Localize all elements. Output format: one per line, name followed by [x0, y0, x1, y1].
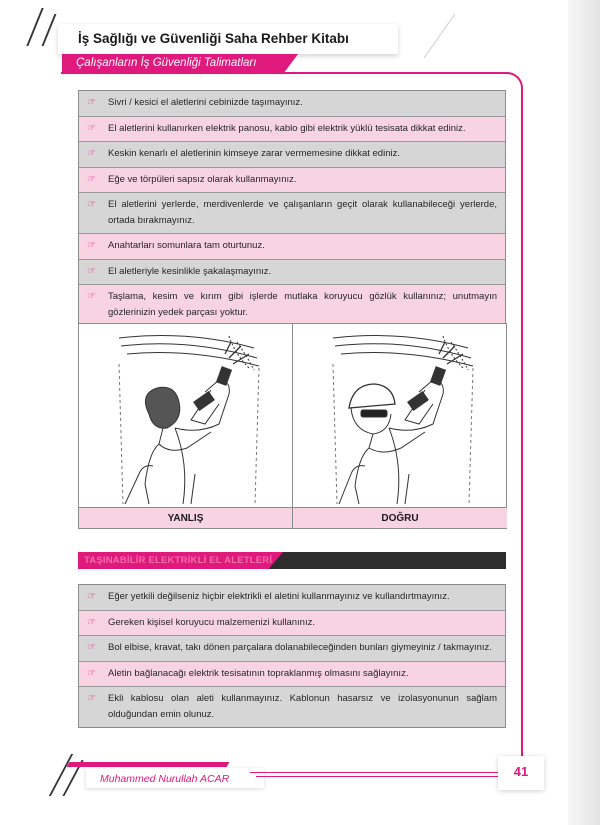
instruction-table-electric-tools — [78, 584, 506, 728]
instruction-text: Gereken kişisel koruyucu malzemenizi kullanınız. — [108, 616, 315, 628]
pointing-hand-icon: ☞ — [87, 122, 96, 134]
instruction-table-hand-tools — [78, 90, 506, 326]
footer-rule — [250, 772, 498, 773]
pointing-hand-icon: ☞ — [87, 693, 96, 704]
instruction-text: Bol elbise, kravat, takı dönen parçalara dolanabileceğinden bunları giymeyiniz / takmayınız. — [108, 642, 492, 653]
instruction-row — [79, 142, 505, 168]
instruction-row — [79, 585, 505, 611]
instruction-text: Anahtarları somunlara tam oturtunuz. — [108, 240, 265, 251]
figure-wrong — [79, 324, 293, 507]
instruction-text: Eğe ve törpüleri sapsız olarak kullanmayınız. — [108, 173, 297, 185]
instruction-row — [79, 662, 505, 688]
instruction-text: Ekli kablosu olan aleti kullanmayınız. Kablonun hasarsız ve izolasyonunun sağlam olduğundan emin olunuz. — [108, 693, 497, 720]
section-title: TAŞINABİLİR ELEKTRİKLİ EL ALETLERİ — [84, 555, 273, 566]
instruction-row — [79, 285, 505, 325]
pointing-hand-icon: ☞ — [87, 642, 96, 653]
instruction-text: Eğer yetkili değilseniz hiçbir elektrikli el aletini kullanmayınız ve kullandırtmayınız. — [108, 591, 450, 602]
instruction-row — [79, 234, 505, 260]
instruction-text: Sivri / kesici el aletlerini cebinizde taşımayınız. — [108, 97, 303, 108]
chapter-subtitle: Çalışanların İş Güvenliği Talimatları — [76, 57, 257, 69]
instruction-row — [79, 193, 505, 234]
footer-rule — [256, 776, 498, 777]
instruction-row — [79, 260, 505, 286]
book-title: İş Sağlığı ve Güvenliği Saha Rehber Kitabı — [78, 31, 349, 46]
figure-table — [78, 323, 507, 529]
instruction-row — [79, 636, 505, 662]
instruction-text: El aletleriyle kesinlikle şakalaşmayınız. — [108, 265, 272, 277]
pointing-hand-icon: ☞ — [87, 591, 96, 602]
pointing-hand-icon: ☞ — [87, 265, 96, 277]
instruction-text: Aletin bağlanacağı elektrik tesisatının topraklanmış olmasını sağlayınız. — [108, 667, 409, 679]
pointing-hand-icon: ☞ — [87, 291, 96, 302]
instruction-row — [79, 117, 505, 143]
caption-right: DOĞRU — [293, 507, 507, 528]
caption-wrong: YANLIŞ — [79, 507, 293, 528]
pointing-hand-icon: ☞ — [87, 148, 96, 159]
page-edge-shadow — [568, 0, 600, 825]
pointing-hand-icon: ☞ — [87, 616, 96, 628]
instruction-text: El aletlerini yerlerde, merdivenlerde ve çalışanların geçit olarak kullanabileceği yerlerde, ortada bırakmayınız. — [108, 199, 497, 226]
instruction-row — [79, 168, 505, 194]
instruction-text: El aletlerini kullanırken elektrik panosu, kablo gibi elektrik yüklü tesisata dikkat ediniz. — [108, 122, 466, 134]
footer-pink-bar — [67, 762, 230, 767]
instruction-text: Taşlama, kesim ve kırım gibi işlerde mutlaka koruyucu gözlük kullanınız; unutmayın gözlerinizin yedek parçası yoktur. — [108, 291, 497, 318]
instruction-row — [79, 611, 505, 637]
worker-with-helmet-and-goggles-illustration — [293, 324, 506, 507]
pointing-hand-icon: ☞ — [87, 97, 96, 108]
pointing-hand-icon: ☞ — [87, 199, 96, 210]
author-name: Muhammed Nurullah ACAR — [100, 773, 230, 785]
pointing-hand-icon: ☞ — [87, 240, 96, 251]
worker-without-goggles-illustration — [79, 324, 292, 507]
pointing-hand-icon: ☞ — [87, 173, 96, 185]
instruction-row — [79, 687, 505, 727]
pointing-hand-icon: ☞ — [87, 667, 96, 679]
instruction-row — [79, 91, 505, 117]
instruction-text: Keskin kenarlı el aletlerinin kimseye zarar vermemesine dikkat ediniz. — [108, 148, 400, 159]
page-number: 41 — [513, 764, 529, 779]
figure-right — [293, 324, 507, 507]
